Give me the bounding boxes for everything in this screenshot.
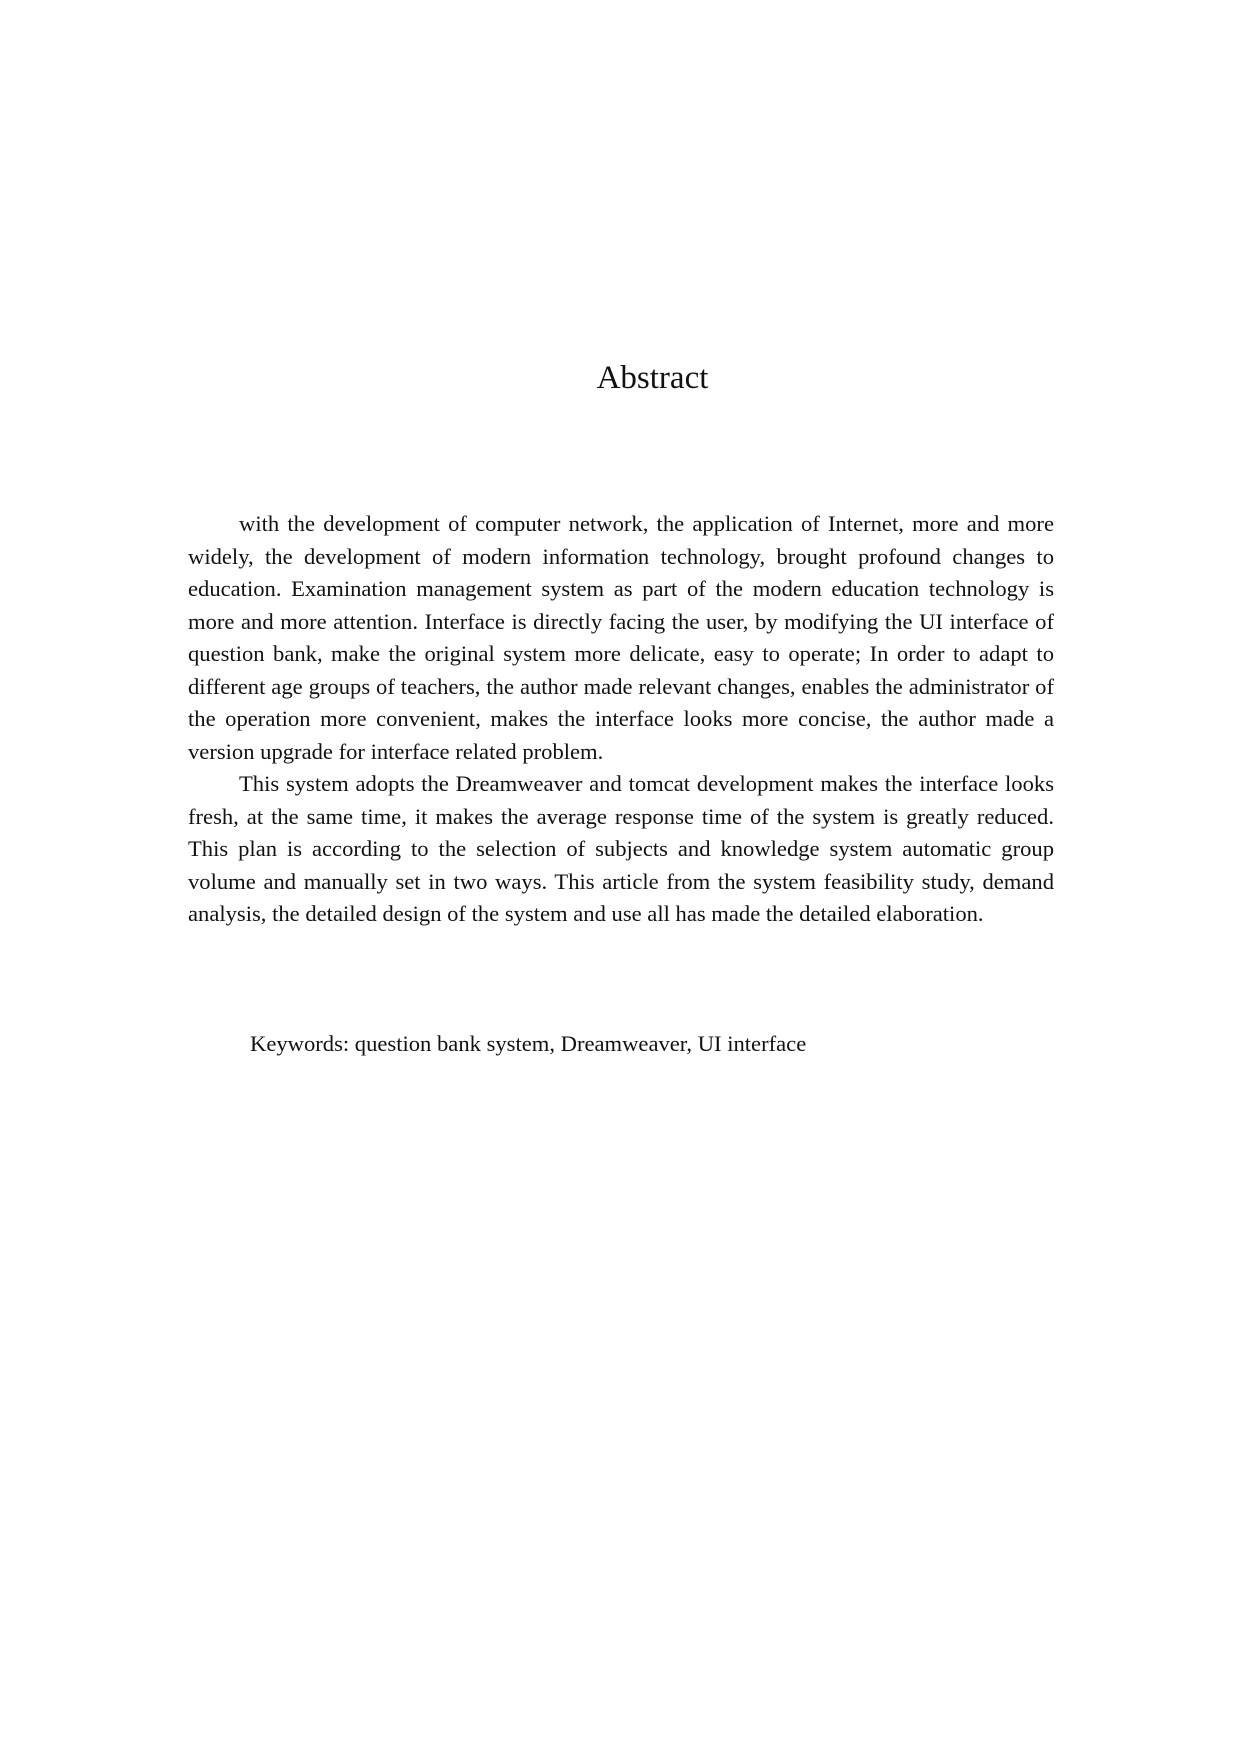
abstract-paragraph-2: This system adopts the Dreamweaver and tomcat development makes the interface looks fresh, at the same time, it makes the average response time of the system is greatly reduced. This plan is according to the selection of subjects and knowledge system automatic group volume and manually set in two ways. This article from the system feasibility study, demand analysis, the detailed design of the system and use all has made the detailed elaboration. [188, 771, 1054, 926]
abstract-body [188, 508, 1054, 931]
page-title: Abstract [596, 360, 709, 396]
keywords-line: Keywords: question bank system, Dreamweaver, UI interface [250, 1031, 807, 1056]
abstract-paragraph-1: with the development of computer network, the application of Internet, more and more widely, the development of modern information technology, brought profound changes to education. Examination management system as part of the modern education technology is more and more attention. Interface is directly facing the user, by modifying the UI interface of question bank, make the original system more delicate, easy to operate; In order to adapt to different age groups of teachers, the author made relevant changes, enables the administrator of the operation more convenient, makes the interface looks more concise, the author made a version upgrade for interface related problem. [188, 511, 1054, 764]
